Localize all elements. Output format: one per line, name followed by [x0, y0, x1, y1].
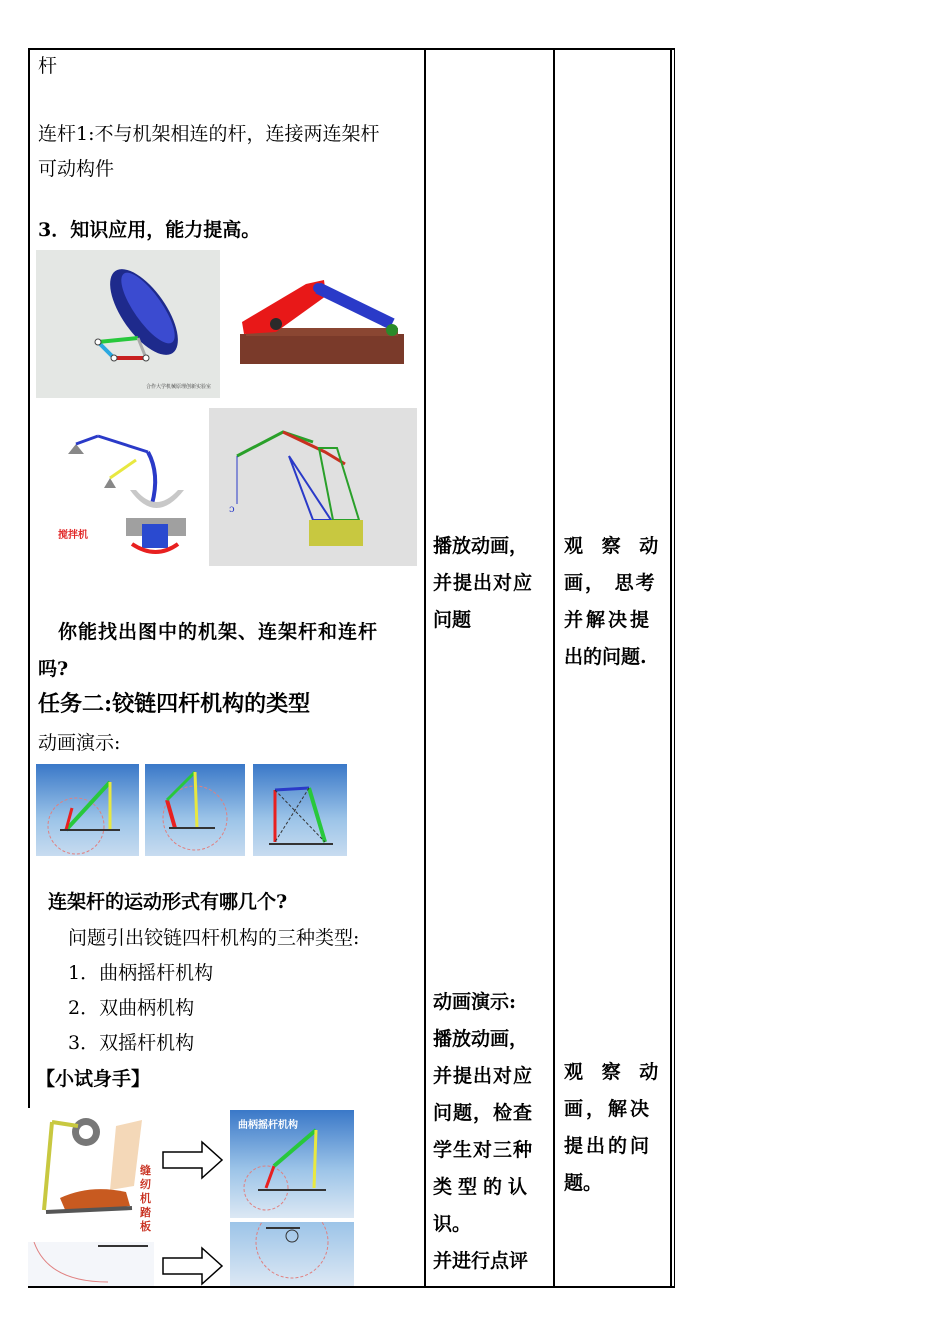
type-item-2: 2．双曲柄机构	[68, 997, 195, 1019]
table-right-border	[670, 48, 672, 1288]
student-activity-1-line: 观 察 动	[564, 535, 665, 557]
crank-rocker-caption: 曲柄摇杆机构	[238, 1120, 298, 1131]
sewing-pedal-caption: 缝纫机踏板	[140, 1164, 151, 1233]
student-activity-1-line: 出的问题.	[564, 646, 647, 668]
stirring-machine-caption: 搅拌机	[58, 530, 88, 541]
animation-thumb-2	[145, 764, 245, 856]
press-mechanism-image	[236, 272, 406, 370]
crank-rocker-image-2	[230, 1222, 354, 1286]
student-activity-2-line: 题。	[564, 1172, 603, 1194]
arrow-right-icon	[162, 1140, 224, 1180]
sewing-pedal-image-2	[28, 1242, 154, 1286]
table-bottom-border	[28, 1286, 675, 1288]
svg-text:ɔ: ɔ	[229, 504, 235, 515]
col-divider-2	[553, 48, 555, 1288]
table-left-border	[28, 48, 30, 1108]
teacher-activity-2-line: 类型的认	[433, 1176, 534, 1198]
student-activity-2-line: 提出的问	[564, 1135, 653, 1157]
table-right-border-outer	[674, 48, 675, 1288]
text-lian-gan-definition-1: 连杆1:不与机架相连的杆，连接两连架杆	[38, 123, 380, 145]
type-item-3: 3．双摇杆机构	[68, 1032, 195, 1054]
crank-rocker-image	[230, 1110, 354, 1218]
teacher-activity-1-line: 问题	[433, 609, 472, 631]
student-activity-2-line: 观 察 动	[564, 1061, 665, 1083]
teacher-activity-2-line: 并提出对应	[433, 1065, 534, 1087]
teacher-activity-2-line: 动画演示:	[433, 991, 517, 1013]
teacher-activity-block-1	[433, 528, 533, 639]
student-activity-block-1	[564, 528, 664, 676]
crane-image	[209, 408, 417, 566]
task2-heading: 任务二:铰链四杆机构的类型	[38, 691, 311, 717]
col-divider-1	[424, 48, 426, 1288]
animation-demo-label: 动画演示:	[38, 732, 121, 754]
student-activity-2-line: 画，解决	[564, 1098, 653, 1120]
teacher-activity-2-line: 学生对三种	[433, 1139, 534, 1161]
teacher-activity-1-line: 并提出对应	[433, 572, 534, 594]
animation-thumb-1	[36, 764, 139, 856]
text-lian-gan-definition-2: 可动构件	[38, 158, 115, 180]
type-item-1: 1．曲柄摇杆机构	[68, 962, 214, 984]
teacher-activity-2-line: 识。	[433, 1213, 472, 1235]
teacher-activity-2-line: 问题，检查	[433, 1102, 534, 1124]
teacher-activity-1-line: 播放动画，	[433, 535, 529, 557]
student-activity-1-line: 并解决提	[564, 609, 653, 631]
animation-thumb-3	[253, 764, 347, 856]
teacher-activity-2-line: 播放动画，	[433, 1028, 529, 1050]
text-gan: 杆	[38, 55, 58, 77]
radar-image-caption: 合作大学机械原理创新实验室	[146, 384, 212, 390]
try-it-heading: 【小试身手】	[36, 1068, 151, 1090]
table-top-border	[28, 48, 675, 50]
intro-three-types: 问题引出铰链四杆机构的三种类型:	[68, 927, 360, 949]
stirring-machine-image	[44, 414, 186, 566]
question-identify-parts-line2: 吗?	[38, 658, 69, 680]
section-3-title: 3．知识应用，能力提高。	[38, 219, 261, 241]
question-identify-parts-line1: 你能找出图中的机架、连架杆和连杆	[58, 621, 379, 643]
student-activity-block-2	[564, 1054, 664, 1202]
student-activity-1-line: 画， 思考	[564, 572, 657, 594]
arrow-right-icon-2	[162, 1246, 224, 1286]
teacher-activity-block-2	[433, 984, 533, 1280]
sewing-pedal-image	[30, 1106, 156, 1240]
teacher-activity-2-line: 并进行点评	[433, 1250, 529, 1272]
question-link-motion: 连架杆的运动形式有哪几个?	[48, 891, 288, 913]
radar-mechanism-image	[36, 250, 220, 398]
